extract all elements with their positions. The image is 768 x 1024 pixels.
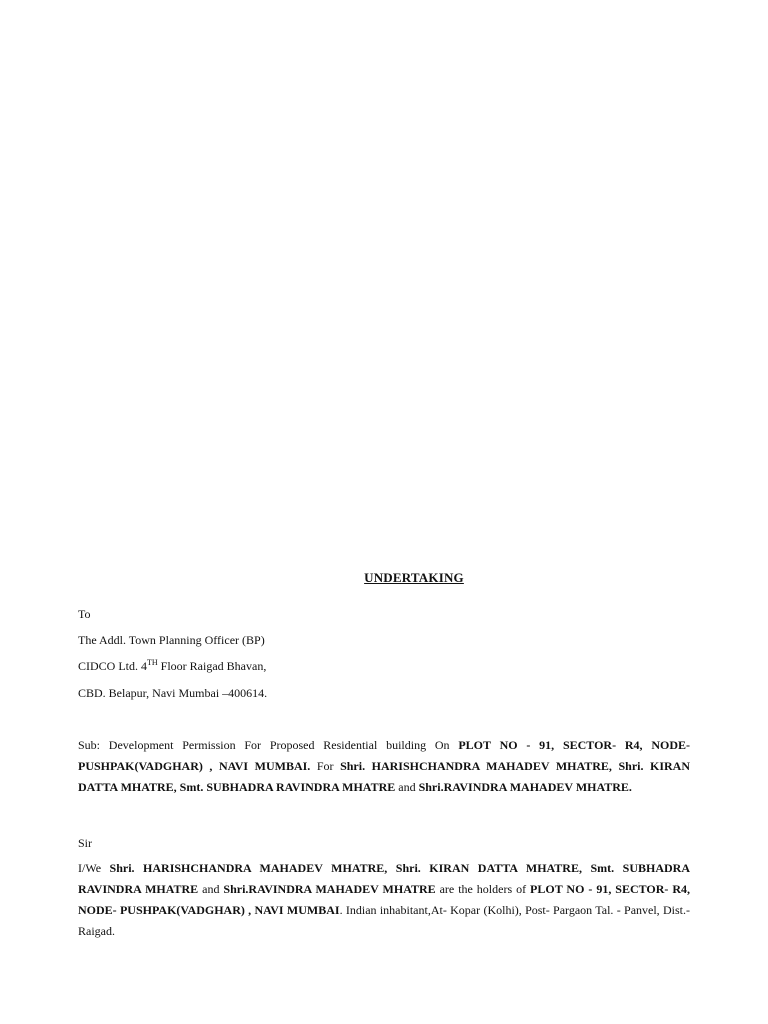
subject-text-1: Sub: Development Permission For Proposed Residential building On [78,738,459,752]
address-line-2 [78,659,266,674]
address-to: To [78,607,91,621]
body-paragraph [78,858,690,942]
address-line-1: The Addl. Town Planning Officer (BP) [78,633,265,647]
document-page [78,0,690,1024]
body-text-2: and [198,882,224,896]
salutation: Sir [78,836,93,850]
body-owners: Shri. HARISHCHANDRA MAHADEV MHATRE, Shri. KIRAN DATTA MHATRE, Smt. SUBHADRA RAVINDRA MHATRE [78,861,690,896]
body-plot: PLOT NO - 91, SECTOR- R4, NODE- PUSHPAK(VADGHAR) , NAVI MUMBAI [78,882,691,917]
address-line-3: CBD. Belapur, Navi Mumbai –400614. [78,686,268,700]
subject-text-3: and [395,780,419,794]
address-line-2-post: Floor Raigad Bhavan, [157,659,267,673]
address-line-2-sup: TH [147,658,158,667]
body-text-3: are the holders of [435,882,531,896]
subject-owners: Shri. HARISHCHANDRA MAHADEV MHATRE, Shri. KIRAN DATTA MHATRE, Smt. SUBHADRA RAVINDRA MHATRE [78,759,691,794]
subject-paragraph [78,735,690,798]
body-text-1: I/We [78,861,110,875]
subject-text-2: For [310,759,341,773]
subject-plot: PLOT NO - 91, SECTOR- R4, NODE- PUSHPAK(VADGHAR) , NAVI MUMBAI. [78,738,690,773]
document-title: UNDERTAKING [364,570,464,585]
body-owner-last: Shri.RAVINDRA MAHADEV MHATRE [223,882,436,896]
subject-owner-last: Shri.RAVINDRA MAHADEV MHATRE. [418,780,632,794]
body-text-4: . Indian inhabitant,At- Kopar (Kolhi), Post- Pargaon Tal. - Panvel, Dist.- Raigad. [78,903,690,938]
address-line-2-pre: CIDCO Ltd. 4 [78,659,147,673]
